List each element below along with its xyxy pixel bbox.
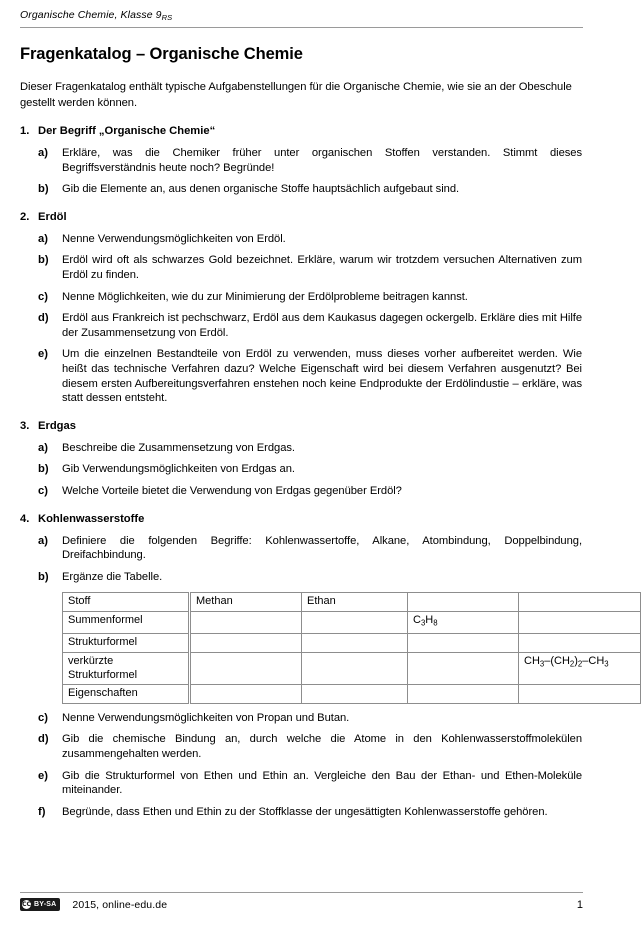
header-divider [20,27,583,28]
hydrocarbon-table-wrapper [62,592,609,704]
question-item [20,711,583,726]
table-cell[interactable]: $CH_3-(CH_2)_2-CH_3$ [519,652,641,684]
question-item-label: f) [38,805,46,818]
table-row [63,633,641,652]
table-row-header-line2: Strukturformel [68,668,138,681]
table-cell[interactable] [302,612,408,634]
table-row-header: Eigenschaften [63,684,190,703]
table-cell[interactable] [190,684,302,703]
table-cell[interactable] [408,652,519,684]
section-heading [20,419,583,434]
question-item-label: a) [38,232,48,245]
table-row [63,684,641,703]
table-row-header: Summenformel [63,612,190,634]
question-item-list [20,534,609,820]
question-section [20,512,609,820]
question-item-text: Gib Verwendungsmöglichkeiten von Erdgas an. [62,463,295,476]
question-item-text: Erdöl wird oft als schwarzes Gold bezeichnet. Erkläre, warum wir trotzdem versuchen Alternativen zum Erdöl zu finden. [62,254,582,281]
question-item-text: Nenne Möglichkeiten, wie du zur Minimierung der Erdölprobleme beitragen kannst. [62,290,468,303]
section-number: 4. [20,512,30,525]
question-item-text: Nenne Verwendungsmöglichkeiten von Erdöl. [62,232,286,245]
question-item-label: a) [38,147,48,159]
question-item-label: c) [38,290,48,303]
question-item-text: Begründe, dass Ethen und Ethin zu der Stoffklasse der ungesättigten Kohlenwasserstoffe gehören. [62,805,548,818]
question-item [20,182,583,197]
question-item-text: Ergänze die Tabelle. [62,570,163,583]
table-row-header [63,652,190,684]
table-row [63,652,641,684]
table-cell[interactable] [302,633,408,652]
question-item-list [20,146,583,197]
table-cell[interactable] [408,684,519,703]
section-heading [20,210,583,225]
question-item-text: Nenne Verwendungsmöglichkeiten von Propan und Butan. [62,711,350,724]
question-item [20,484,583,499]
table-cell[interactable]: Ethan [302,593,408,612]
cc-license-terms: BY-SA [34,901,57,908]
question-item-text: Erkläre, was die Chemiker früher unter organischen Stoffen verstanden. Stimmt dieses Begriffsverständnis heute noch? Begründe! [62,147,582,174]
question-item-label: e) [38,348,48,361]
question-item-label: b) [38,254,49,267]
document-footer [20,892,583,911]
hydrocarbon-table [62,592,641,704]
section-title: Erdgas [38,419,76,432]
table-cell[interactable] [519,593,641,612]
question-item [20,146,583,175]
table-row-header-line1: verkürzte [68,654,114,667]
question-item [20,534,583,563]
footer-page-number: 1 [576,898,583,911]
question-item-label: c) [38,484,48,497]
question-item-label: c) [38,711,48,724]
question-item [20,311,583,340]
section-number: 3. [20,419,30,432]
table-row [63,612,641,634]
question-item [20,253,583,282]
intro-paragraph: Dieser Fragenkatalog enthält typische Aufgabenstellungen für die Organische Chemie, wie sie an der Obeschule gestellt werden können. [20,81,572,109]
question-section [20,210,583,406]
cc-logo-icon: CC [22,900,31,908]
question-item-text: Welche Vorteile bietet die Verwendung von Erdgas gegenüber Erdöl? [62,484,402,497]
page-title: Fragenkatalog – Organische Chemie [20,45,303,63]
section-number: 2. [20,210,30,223]
question-item [20,347,583,405]
table-cell[interactable] [302,684,408,703]
footer-divider [20,892,583,893]
table-cell[interactable] [519,684,641,703]
table-cell[interactable] [190,612,302,634]
table-row [63,593,641,612]
question-sections [20,124,609,819]
question-item-label: b) [38,463,49,476]
question-item-label: a) [38,534,48,547]
question-item-label: e) [38,769,48,782]
table-row-header: Strukturformel [63,633,190,652]
question-item-text: Um die einzelnen Bestandteile von Erdöl zu verwenden, muss dieses vorher aufbereitet werden. Wie heißt das technische Verfahren dazu? Welche Eigenschaft wird bei diesem Verfahren ausgenutzt? Bei diesem ersten Aufbereitungsverfahren enstehen noch keine Endprodukte der Erdölindustie – erkläre, was statt dessen entsteht. [62,348,582,405]
creative-commons-badge [20,898,60,911]
question-item [20,732,583,761]
table-cell[interactable] [519,612,641,634]
question-item-text: Gib die Strukturformel von Ethen und Ethin an. Vergleiche den Bau der Ethan- und Ethen-Moleküle miteinander. [62,769,582,797]
question-item-list [20,232,583,406]
question-item [20,290,583,305]
header-course-line [20,8,583,25]
section-title: Kohlenwasserstoffe [38,512,145,525]
question-section [20,419,583,499]
question-item [20,441,583,456]
table-row-header: Stoff [63,593,190,612]
question-item-label: d) [38,733,49,746]
question-item-label: d) [38,312,49,325]
document-body [20,44,609,819]
question-item-label: b) [38,183,49,196]
header-course-subscript: RS [161,13,173,22]
table-cell[interactable]: $C_3H_8$ [408,612,519,634]
question-section [20,124,583,197]
question-item [20,805,583,820]
table-cell[interactable] [190,633,302,652]
question-item-text: Erdöl aus Frankreich ist pechschwarz, Erdöl aus dem Kaukasus dagegen ockergelb. Erkläre dies mit Hilfe der Zusammensetzung von Erdöl. [62,312,582,339]
section-heading [20,124,583,139]
table-cell[interactable] [302,652,408,684]
table-cell[interactable] [190,652,302,684]
question-item-text: Beschreibe die Zusammensetzung von Erdgas. [62,441,295,454]
question-item-text: Gib die chemische Bindung an, durch welche die Atome in den Kohlenwasserstoffmolekülen zusammengehalten werden. [62,733,582,760]
question-item-label: a) [38,441,48,454]
question-item-list [20,441,583,499]
question-item [20,570,583,585]
question-item-text: Definiere die folgenden Begriffe: Kohlenwassertoffe, Alkane, Atombindung, Doppelbindung, Dreifachbindung. [62,534,582,562]
section-number: 1. [20,125,30,137]
section-title: Der Begriff „Organische Chemie“ [38,125,216,137]
header-course-text: Organische Chemie, Klasse 9 [20,9,162,21]
section-title: Erdöl [38,210,67,223]
question-item [20,232,583,247]
table-cell[interactable] [519,633,641,652]
document-header [20,8,583,28]
table-holder [20,592,609,704]
question-item-label: b) [38,570,49,583]
question-item [20,769,583,798]
table-cell[interactable]: Methan [190,593,302,612]
table-cell[interactable] [408,593,519,612]
question-item-text: Gib die Elemente an, aus denen organische Stoffe hauptsächlich aufgebaut sind. [62,183,460,196]
table-cell[interactable] [408,633,519,652]
question-item [20,462,583,477]
section-heading [20,512,583,527]
footer-copyright: 2015, online-edu.de [72,898,168,911]
